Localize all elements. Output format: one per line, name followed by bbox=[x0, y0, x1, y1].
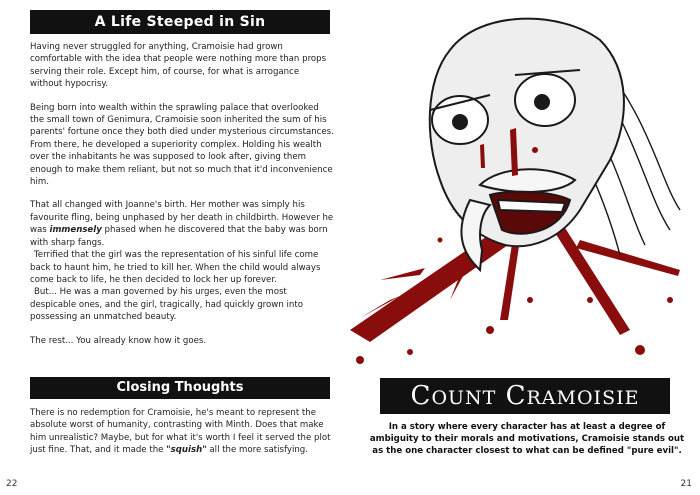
severed-head-illustration bbox=[330, 0, 700, 370]
emphasis: immensely bbox=[49, 225, 102, 236]
page-number-right: 21 bbox=[680, 479, 692, 489]
section-title-life-steeped-in-sin: A Life Steeped in Sin bbox=[30, 10, 330, 34]
head bbox=[430, 19, 624, 270]
paragraph: There is no redemption for Cramoisie, he's meant to represent the absolute worst of humanity, contrasting with Minth. Does that make him unrealistic? Maybe, but for what it's worth I feel it served the plot just fine. That, and it made the "squish" all the more satisfying. bbox=[30, 408, 331, 456]
section-body-life bbox=[30, 41, 334, 358]
section-body-closing bbox=[30, 407, 334, 457]
paragraph: The rest... You already know how it goes. bbox=[30, 335, 207, 346]
paragraph: Having never struggled for anything, Cramoisie had grown comfortable with the idea that people were nothing more than props serving their role. Except him, of course, for what is arrogance without hypocrisy. bbox=[30, 42, 327, 90]
paragraph: But... He was a man governed by his urges, even the most despicable ones, and the girl, tragically, had quickly grown into possessing an unmatched beauty. bbox=[30, 287, 303, 323]
character-caption: In a story where every character has at least a degree of ambiguity to their morals and motivations, Cramoisie stands out as the one character closest to what can be defined "pure evil". bbox=[369, 422, 685, 457]
section-title-closing-thoughts: Closing Thoughts bbox=[30, 377, 330, 399]
paragraph: Being born into wealth within the sprawling palace that overlooked the small town of Genimura, Cramoisie soon inherited the sum of his parents' fortune once they both died under mysterious circumstances. From there, he developed a superiority complex. Holding his wealth over the inhabitants he was supposed to look after, giving them enough to make them reliant, but not so much that it'd inconvenience him. bbox=[30, 102, 334, 188]
paragraph: That all changed with Joanne's birth. Her mother was simply his favourite fling, being unphased by her death in childbirth. However he was immensely phased when he discovered that the baby was born with sharp fangs. bbox=[30, 200, 334, 248]
page-number-left: 22 bbox=[6, 479, 18, 489]
character-title: COUNT CRAMOISIE bbox=[380, 378, 670, 414]
paragraph: Terrified that the girl was the representation of his sinful life come back to haunt him, he tried to kill her. When the child would always come back to life, he then decided to lock her up forever. bbox=[30, 250, 321, 285]
emphasis: "squish" bbox=[166, 445, 207, 456]
right-pupil bbox=[535, 95, 549, 109]
left-pupil bbox=[453, 115, 467, 129]
